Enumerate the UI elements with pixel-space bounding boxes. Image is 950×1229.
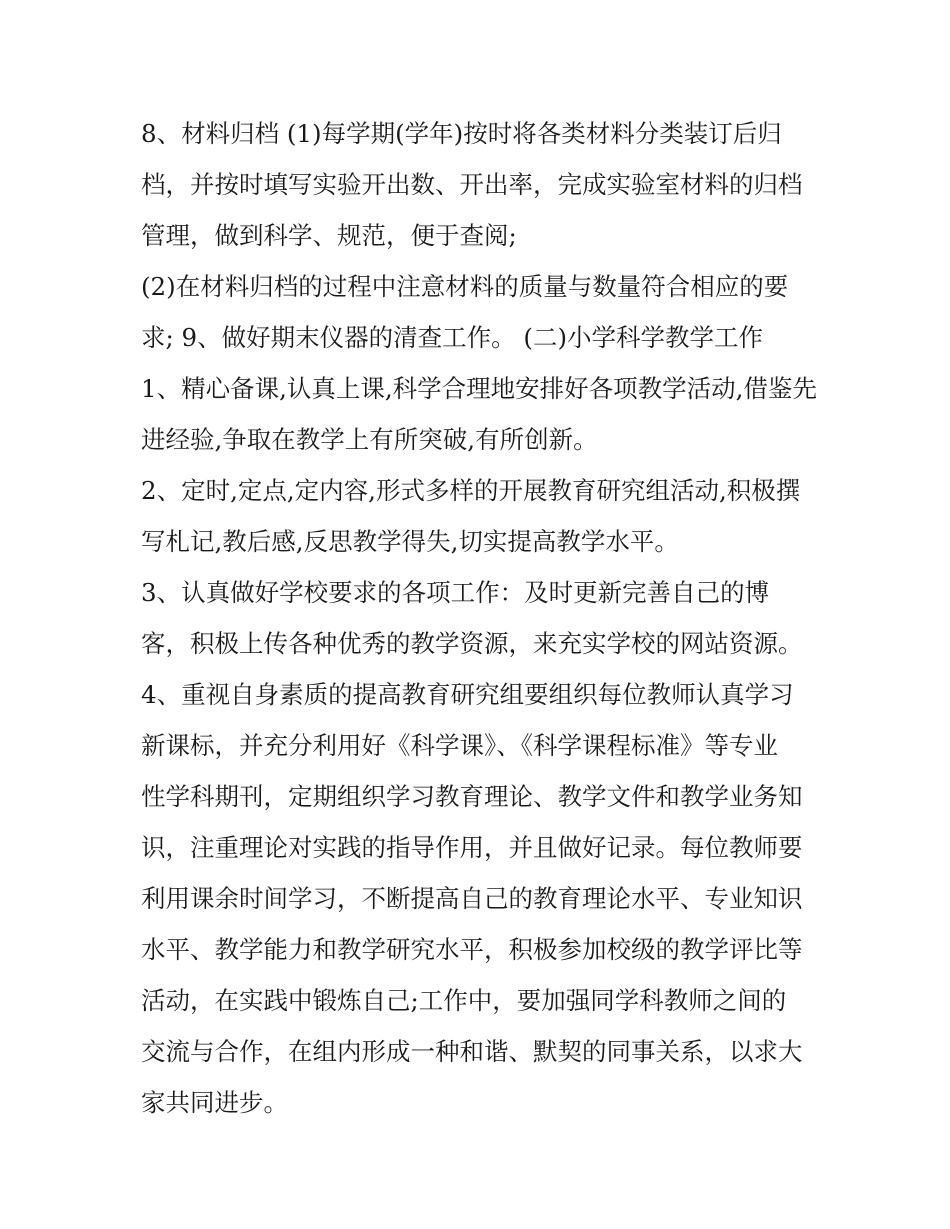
text-line-17: 水平、教学能力和教学研究水平，积极参加校级的教学评比等 — [141, 935, 803, 964]
text-line-2: 档，并按时填写实验开出数、开出率，完成实验室材料的归档 — [141, 170, 803, 199]
text-line-9: 写札记,教后感,反思教学得失,切实提高教学水平。 — [141, 527, 679, 556]
text-line-6: 1、精心备课,认真上课,科学合理地安排好各项教学活动,借鉴先 — [141, 374, 817, 403]
text-line-10: 3、认真做好学校要求的各项工作：及时更新完善自己的博 — [141, 578, 770, 607]
text-line-14: 性学科期刊，定期组织学习教育理论、教学文件和教学业务知 — [141, 782, 803, 811]
text-line-8: 2、定时,定点,定内容,形式多样的开展教育研究组活动,积极撰 — [141, 476, 801, 505]
text-line-18: 活动，在实践中锻炼自己;工作中，要加强同学科教师之间的 — [141, 986, 787, 1015]
text-line-3: 管理，做到科学、规范，便于查阅; — [141, 221, 517, 250]
text-line-16: 利用课余时间学习，不断提高自己的教育理论水平、专业知识 — [141, 884, 803, 913]
text-line-12: 4、重视自身素质的提高教育研究组要组织每位教师认真学习 — [141, 680, 794, 709]
body-text — [141, 108, 821, 1128]
text-line-19: 交流与合作，在组内形成一种和谐、默契的同事关系，以求大 — [141, 1037, 803, 1066]
text-line-13: 新课标，并充分利用好《科学课》、《科学课程标准》等专业 — [141, 731, 778, 760]
text-line-1: 8、材料归档 (1)每学期(学年)按时将各类材料分类装订后归 — [141, 119, 782, 148]
text-line-15: 识，注重理论对实践的指导作用，并且做好记录。每位教师要 — [141, 833, 803, 862]
text-line-20: 家共同进步。 — [141, 1088, 288, 1117]
text-line-5: 求; 9、做好期末仪器的清查工作。 (二)小学科学教学工作 — [141, 323, 764, 352]
text-line-4: (2)在材料归档的过程中注意材料的质量与数量符合相应的要 — [141, 272, 789, 301]
text-line-7: 进经验,争取在教学上有所突破,有所创新。 — [141, 425, 598, 454]
text-line-11: 客，积极上传各种优秀的教学资源，来充实学校的网站资源。 — [141, 629, 803, 658]
